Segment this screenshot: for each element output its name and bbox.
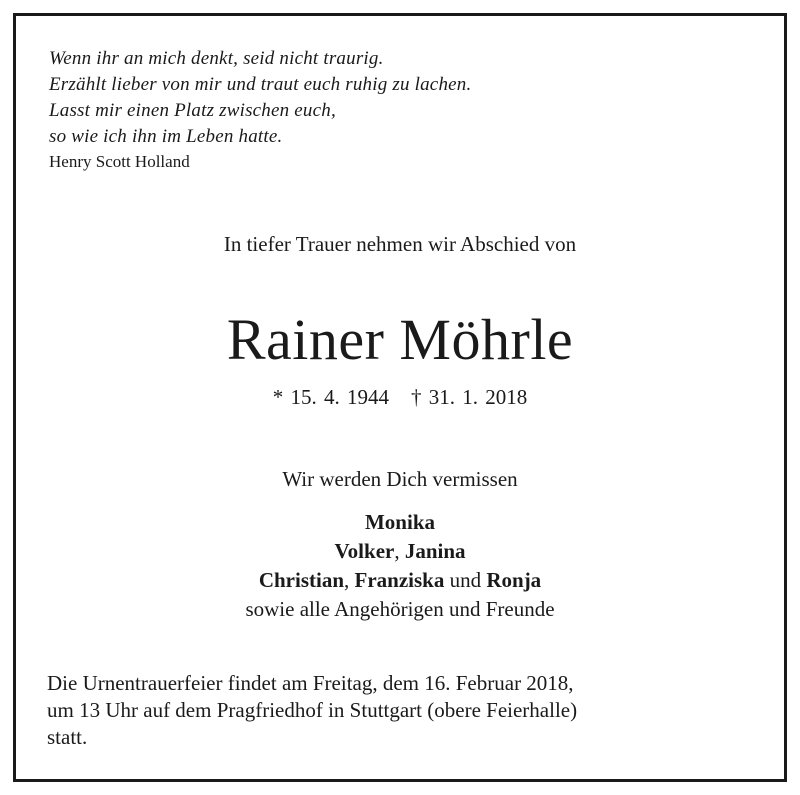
mourner-name: Monika	[364, 510, 435, 534]
service-line: statt.	[47, 725, 88, 749]
service-notice	[47, 670, 767, 751]
intro-text: In tiefer Trauer nehmen wir Abschied von	[223, 232, 577, 256]
deceased-name: Rainer Möhrle	[226, 307, 574, 372]
life-dates	[16, 385, 784, 410]
poem-line: so wie ich ihn im Leben hatte.	[49, 126, 283, 147]
poem-author: Henry Scott Holland	[49, 152, 190, 171]
separator: und	[444, 568, 487, 592]
mourners-others: sowie alle Angehörigen und Freunde	[245, 597, 555, 621]
service-line: um 13 Uhr auf dem Pragfriedhof in Stuttgart (obere Feierhalle)	[47, 698, 578, 722]
mourner-name: Christian	[258, 568, 344, 592]
mourner-name: Janina	[404, 539, 466, 563]
miss-text: Wir werden Dich vermissen	[282, 467, 518, 491]
poem	[49, 46, 471, 150]
mourners-list	[16, 508, 784, 624]
poem-line: Erzählt lieber von mir und traut euch ruhig zu lachen.	[49, 74, 472, 95]
separator: ,	[344, 568, 355, 592]
poem-line: Wenn ihr an mich denkt, seid nicht traurig.	[49, 48, 384, 69]
mourner-name: Volker	[334, 539, 395, 563]
mourner-name: Ronja	[486, 568, 542, 592]
mourner-name: Franziska	[354, 568, 445, 592]
birth-date: * 15. 4. 1944	[272, 385, 389, 409]
obituary-frame	[13, 13, 787, 782]
separator: ,	[394, 539, 405, 563]
service-line: Die Urnentrauerfeier findet am Freitag, dem 16. Februar 2018,	[47, 671, 574, 695]
death-date: † 31. 1. 2018	[411, 385, 528, 409]
poem-line: Lasst mir einen Platz zwischen euch,	[49, 100, 336, 121]
